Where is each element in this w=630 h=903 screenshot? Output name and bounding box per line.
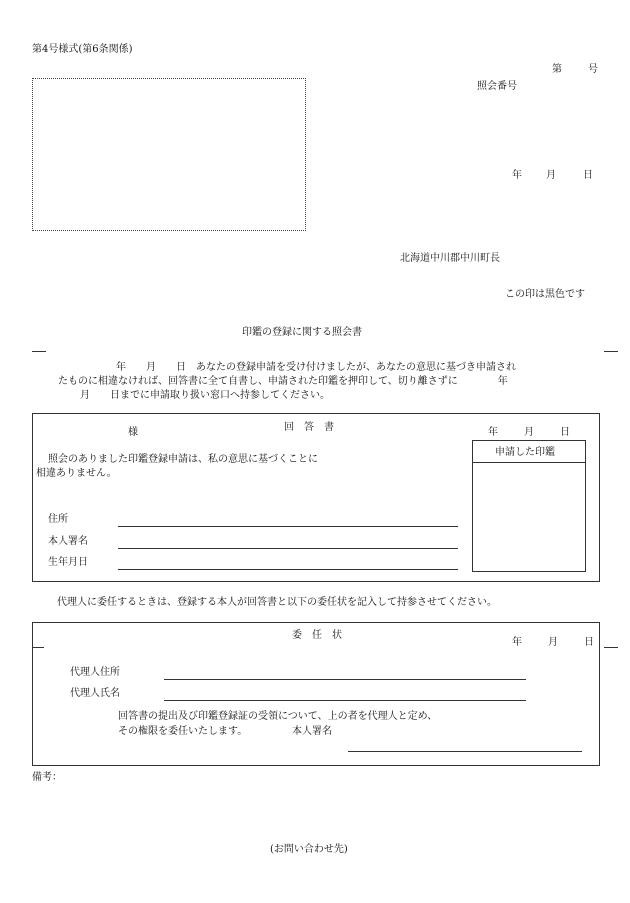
address-window-box (32, 78, 306, 231)
reference-number-label: 照会番号 (477, 81, 517, 92)
seal-color-note: この印は黒色です (505, 289, 585, 300)
header-month: 月 (546, 170, 556, 181)
proxy-signature-field[interactable] (348, 751, 582, 752)
inquiry-body-line2: たものに相違なければ、回答書に全て自書し、申請された印鑑を押印して、切り離さずに 年 (58, 376, 508, 387)
proxy-year: 年 (512, 637, 522, 648)
inquiry-body-line3: 月 日までに申請取り扱い窓口へ持参してください。 (80, 390, 330, 401)
agent-address-label: 代理人住所 (70, 667, 120, 678)
seal-impression-box[interactable] (472, 440, 586, 572)
answer-statement-line1: 照会のありました印鑑登録申請は、私の意思に基づくことに (48, 454, 318, 465)
go-label: 号 (588, 64, 598, 75)
agent-name-field[interactable] (164, 700, 526, 701)
seal-box-divider (472, 462, 586, 463)
address-field[interactable] (118, 526, 458, 527)
answer-month: 月 (524, 427, 534, 438)
answer-title: 回 答 書 (284, 422, 334, 433)
inquiry-title: 印鑑の登録に関する照会書 (242, 327, 362, 338)
birth-date-label: 生年月日 (48, 557, 88, 568)
proxy-day: 日 (584, 637, 594, 648)
form-number: 第4号様式(第6条関係) (32, 44, 133, 55)
addressee-sama: 様 (128, 427, 138, 438)
answer-day: 日 (560, 427, 570, 438)
proxy-month: 月 (548, 637, 558, 648)
cut-mark-right (604, 351, 618, 352)
proxy-title: 委 任 状 (292, 630, 342, 641)
header-year: 年 (512, 170, 522, 181)
agent-instruction: 代理人に委任するときは、登録する本人が回答書と以下の委任状を記入して持参させてください。 (57, 597, 497, 608)
answer-year: 年 (488, 427, 498, 438)
signature-field[interactable] (118, 548, 458, 549)
signature-label: 本人署名 (48, 536, 88, 547)
proxy-text-line1: 回答書の提出及び印鑑登録証の受領について、上の者を代理人と定め、 (118, 711, 438, 722)
proxy-text-line2: その権限を委任いたします。 (118, 726, 248, 737)
header-day: 日 (583, 170, 593, 181)
proxy-cut-mark-left (32, 647, 44, 648)
remarks-label: 備考： (32, 772, 62, 783)
proxy-cut-mark-right (604, 647, 618, 648)
proxy-signature-label: 本人署名 (292, 726, 332, 737)
dai-label: 第 (552, 64, 562, 75)
birth-date-field[interactable] (118, 569, 458, 570)
cut-mark-left (32, 351, 46, 352)
inquiry-body-line1: 年 月 日 あなたの登録申請を受け付けましたが、あなたの意思に基づき申請され (116, 362, 516, 373)
contact-label: (お問い合わせ先) (270, 844, 348, 855)
address-label: 住所 (48, 514, 68, 525)
seal-box-label: 申請した印鑑 (495, 447, 555, 458)
agent-name-label: 代理人氏名 (70, 688, 120, 699)
issuer-name: 北海道中川郡中川町長 (400, 253, 500, 264)
answer-statement-line2: 相違ありません。 (36, 468, 117, 479)
agent-address-field[interactable] (164, 679, 526, 680)
